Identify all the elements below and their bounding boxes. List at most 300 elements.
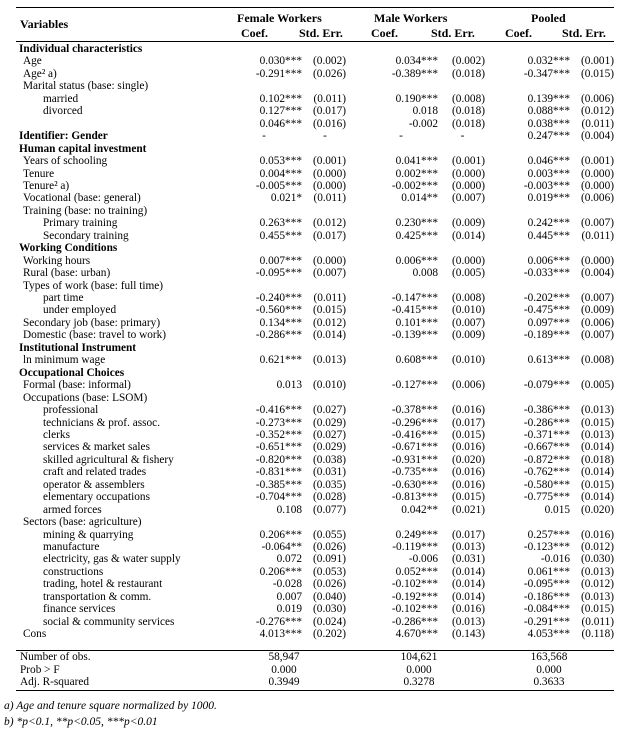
table-row [16, 628, 614, 640]
coef-cell: 0.257*** [527, 528, 570, 541]
row-label: electricity, gas & water supply [43, 553, 181, 566]
coef-cell: -0.064** [261, 541, 302, 553]
std-err-cell: (0.013) [581, 590, 614, 603]
row-label: professional [43, 404, 99, 417]
table-row [16, 105, 614, 117]
coef-cell: 0.018 [412, 105, 438, 118]
coef-cell: -0.127*** [391, 379, 438, 392]
coef-cell: -0.630*** [391, 478, 438, 491]
std-err-cell: (0.016) [452, 603, 485, 616]
row-label: skilled agricultural & fishery [43, 453, 174, 466]
coef-cell: -0.139*** [391, 329, 438, 342]
coef-cell: -0.079*** [523, 379, 570, 392]
header-variables: Variables [20, 17, 69, 31]
row-label: Domestic (base: travel to work) [23, 329, 167, 342]
table-row [16, 404, 614, 416]
stats-value: 0.3278 [403, 676, 435, 689]
coef-cell: -0.291*** [523, 615, 570, 628]
coef-cell: 0.445*** [527, 229, 570, 242]
std-err-cell: (0.014) [313, 329, 346, 342]
coef-cell: - [399, 130, 403, 143]
stats-label: Adj. R-squared [20, 676, 90, 689]
std-err-cell: (0.004) [581, 130, 614, 143]
coef-cell: -0.005*** [255, 179, 302, 192]
coef-cell: -0.286*** [255, 329, 302, 342]
coef-cell: -0.762*** [523, 466, 570, 479]
coef-cell: -0.667*** [523, 441, 570, 454]
std-err-cell: (0.013) [581, 428, 614, 441]
row-label: Types of work (base: full time) [23, 279, 164, 292]
stats-row [16, 664, 614, 676]
row-label: armed forces [43, 503, 102, 516]
std-err-cell: (0.000) [581, 254, 614, 267]
coef-cell: -0.102*** [391, 578, 438, 591]
row-label: Institutional Instrument [19, 341, 137, 354]
row-label: Tenure² a) [23, 179, 70, 192]
coef-cell: -0.416*** [391, 428, 438, 441]
coef-cell: -0.286*** [391, 615, 438, 628]
coef-cell: 0.206*** [259, 565, 302, 578]
table-row [16, 43, 614, 55]
std-err-cell: (0.000) [452, 254, 485, 267]
header-se: Std. Err. [562, 26, 606, 40]
bottom-rule [16, 690, 614, 691]
coef-cell: 0.034*** [395, 55, 438, 68]
std-err-cell: (0.031) [452, 553, 485, 566]
table-row [16, 55, 614, 67]
coef-cell: 0.006*** [395, 254, 438, 267]
std-err-cell: (0.001) [452, 155, 485, 168]
coef-cell: -0.202*** [523, 292, 570, 304]
std-err-cell: (0.018) [452, 117, 485, 130]
stats-row [16, 651, 614, 663]
coef-cell: -0.560*** [255, 304, 302, 317]
coef-cell: 0.046*** [527, 155, 570, 168]
std-err-cell: (0.010) [452, 354, 485, 367]
coef-cell: -0.291*** [255, 67, 302, 80]
coef-cell: -0.820*** [255, 453, 302, 466]
std-err-cell: (0.008) [452, 92, 485, 105]
std-err-cell: (0.006) [581, 92, 614, 105]
stats-value: 0.000 [406, 663, 432, 676]
table-row [16, 130, 614, 142]
std-err-cell: (0.017) [313, 105, 346, 118]
std-err-cell: (0.013) [581, 404, 614, 417]
row-label: Working hours [23, 254, 91, 267]
row-label: Sectors (base: agriculture) [23, 516, 142, 529]
std-err-cell: (0.015) [313, 304, 346, 317]
table-row [16, 417, 614, 429]
row-label: services & market sales [43, 441, 150, 454]
std-err-cell: (0.029) [313, 416, 346, 429]
std-err-cell: (0.030) [581, 553, 614, 566]
coef-cell: 0.102*** [259, 92, 302, 105]
table-row [16, 80, 614, 92]
row-label: finance services [43, 603, 116, 616]
coef-cell: 0.613*** [527, 354, 570, 367]
std-err-cell: (0.028) [313, 491, 346, 504]
table-row [16, 329, 614, 341]
coef-cell: -0.385*** [255, 478, 302, 491]
row-label: Working Conditions [19, 242, 118, 255]
coef-cell: 4.013*** [259, 628, 302, 641]
std-err-cell: (0.012) [313, 217, 346, 230]
coef-cell: -0.002*** [391, 179, 438, 192]
header-group-female: Female Workers [237, 11, 322, 25]
stats-value: 0.000 [271, 663, 297, 676]
std-err-cell: - [460, 130, 465, 143]
row-label: social & community services [43, 615, 175, 628]
std-err-cell: (0.014) [452, 229, 485, 242]
row-label: Individual characteristics [19, 43, 143, 55]
table-row [16, 603, 614, 615]
std-err-cell: (0.013) [452, 541, 485, 553]
coef-cell: -0.735*** [391, 466, 438, 479]
coef-cell: -0.651*** [255, 441, 302, 454]
row-label: ln minimum wage [23, 354, 106, 367]
table-row [16, 354, 614, 366]
row-label: technicians & prof. assoc. [43, 416, 161, 429]
coef-cell: -0.580*** [523, 478, 570, 491]
std-err-cell: (0.011) [313, 92, 346, 105]
coef-cell: 4.053*** [527, 628, 570, 641]
coef-cell: -0.273*** [255, 416, 302, 429]
std-err-cell: (0.020) [581, 503, 614, 516]
coef-cell: 0.249*** [395, 528, 438, 541]
header-coef: Coef. [241, 26, 268, 40]
row-label: Rural (base: urban) [23, 267, 111, 280]
table-row [16, 454, 614, 466]
coef-cell: 0.013 [276, 379, 302, 392]
coef-cell: -0.123*** [523, 541, 570, 553]
header-rule [16, 41, 614, 42]
row-label: Training (base: no training) [23, 204, 148, 217]
coef-cell: 0.247*** [527, 130, 570, 143]
std-err-cell: (0.012) [581, 541, 614, 553]
coef-cell: 4.670*** [395, 628, 438, 641]
table-row [16, 616, 614, 628]
std-err-cell: (0.010) [313, 379, 346, 392]
coef-cell: -0.415*** [391, 304, 438, 317]
std-err-cell: (0.016) [452, 404, 485, 417]
coef-cell: 0.127*** [259, 105, 302, 118]
coef-cell: 0.032*** [527, 55, 570, 68]
table-row [16, 180, 614, 192]
std-err-cell: (0.007) [452, 316, 485, 329]
std-err-cell: (0.011) [313, 192, 346, 205]
table-row [16, 155, 614, 167]
coef-cell: -0.186*** [523, 590, 570, 603]
coef-cell: -0.189*** [523, 329, 570, 342]
top-rule [16, 7, 614, 8]
std-err-cell: (0.014) [581, 441, 614, 454]
table-row [16, 230, 614, 242]
std-err-cell: (0.008) [452, 292, 485, 304]
std-err-cell: (0.014) [581, 466, 614, 479]
coef-cell: -0.416*** [255, 404, 302, 417]
std-err-cell: (0.009) [452, 329, 485, 342]
std-err-cell: (0.091) [313, 553, 346, 566]
std-err-cell: (0.016) [581, 528, 614, 541]
row-label: clerks [43, 428, 70, 441]
header-group-pooled: Pooled [531, 11, 566, 25]
std-err-cell: (0.001) [581, 55, 614, 68]
std-err-cell: (0.007) [581, 217, 614, 230]
coef-cell: 0.242*** [527, 217, 570, 230]
stats-label: Prob > F [20, 663, 60, 676]
std-err-cell: (0.000) [452, 167, 485, 180]
table-row [16, 392, 614, 404]
std-err-cell: (0.005) [581, 379, 614, 392]
std-err-cell: (0.009) [452, 217, 485, 230]
coef-cell: -0.347*** [523, 67, 570, 80]
coef-cell: -0.286*** [523, 416, 570, 429]
row-label: Identifier: Gender [19, 130, 108, 143]
coef-cell: 0.263*** [259, 217, 302, 230]
coef-cell: -0.147*** [391, 292, 438, 304]
table-row [16, 578, 614, 590]
std-err-cell: (0.002) [452, 55, 485, 68]
std-err-cell: (0.014) [581, 491, 614, 504]
coef-cell: 0.190*** [395, 92, 438, 105]
coef-cell: 0.015 [544, 503, 570, 516]
table-row [16, 541, 614, 553]
table-row [16, 566, 614, 578]
table-row [16, 553, 614, 565]
std-err-cell: (0.024) [313, 615, 346, 628]
table-row [16, 317, 614, 329]
coef-cell: 0.425*** [395, 229, 438, 242]
table-row [16, 118, 614, 130]
std-err-cell: (0.020) [452, 453, 485, 466]
coef-cell: -0.095*** [255, 267, 302, 280]
row-label: craft and related trades [43, 466, 147, 479]
std-err-cell: (0.016) [452, 441, 485, 454]
coef-cell: 0.621*** [259, 354, 302, 367]
coef-cell: 0.019*** [527, 192, 570, 205]
table-row [16, 429, 614, 441]
coef-cell: 0.088*** [527, 105, 570, 118]
coef-cell: 0.108 [276, 503, 302, 516]
std-err-cell: (0.006) [581, 192, 614, 205]
table-row [16, 255, 614, 267]
coef-cell: -0.813*** [391, 491, 438, 504]
table-row [16, 441, 614, 453]
coef-cell: 0.038*** [527, 117, 570, 130]
coef-cell: 0.042** [401, 503, 438, 516]
std-err-cell: (0.013) [313, 354, 346, 367]
table-row [16, 143, 614, 155]
header-group-male: Male Workers [374, 11, 448, 25]
std-err-cell: (0.027) [313, 404, 346, 417]
std-err-cell: (0.055) [313, 528, 346, 541]
coef-cell: -0.095*** [523, 578, 570, 591]
table-row [16, 516, 614, 528]
stats-value: 0.3633 [533, 676, 565, 689]
table-row [16, 292, 614, 304]
coef-cell: -0.002 [408, 117, 438, 130]
table-row [16, 479, 614, 491]
coef-cell: -0.192*** [391, 590, 438, 603]
coef-cell: -0.389*** [391, 67, 438, 80]
coef-cell: 0.072 [276, 553, 302, 566]
stats-value: 163,568 [530, 651, 568, 663]
std-err-cell: (0.000) [313, 254, 346, 267]
std-err-cell: (0.077) [313, 503, 346, 516]
std-err-cell: (0.016) [313, 117, 346, 130]
std-err-cell: (0.016) [452, 466, 485, 479]
header-coef: Coef. [505, 26, 532, 40]
std-err-cell: (0.012) [581, 105, 614, 118]
std-err-cell: (0.030) [313, 603, 346, 616]
std-err-cell: (0.007) [581, 329, 614, 342]
coef-cell: 0.139*** [527, 92, 570, 105]
row-label: Marital status (base: single) [23, 80, 149, 93]
row-label: manufacture [43, 541, 100, 553]
table-row [16, 192, 614, 204]
header-coef: Coef. [371, 26, 398, 40]
std-err-cell: (0.006) [452, 379, 485, 392]
coef-cell: 0.052*** [395, 565, 438, 578]
coef-cell: 0.046*** [259, 117, 302, 130]
std-err-cell: - [323, 130, 327, 143]
std-err-cell: (0.015) [581, 67, 614, 80]
coef-cell: 0.061*** [527, 565, 570, 578]
std-err-cell: (0.002) [313, 55, 346, 68]
row-label: constructions [43, 565, 104, 578]
row-label: elementary occupations [43, 491, 150, 504]
coef-cell: 0.014** [401, 192, 438, 205]
coef-cell: -0.028 [272, 578, 302, 591]
std-err-cell: (0.040) [313, 590, 346, 603]
row-label: Primary training [43, 217, 118, 230]
coef-cell: 0.003*** [527, 167, 570, 180]
coef-cell: -0.296*** [391, 416, 438, 429]
std-err-cell: (0.026) [313, 541, 346, 553]
coef-cell: - [262, 130, 266, 143]
std-err-cell: (0.053) [313, 565, 346, 578]
coef-cell: -0.671*** [391, 441, 438, 454]
row-label: Age² a) [23, 67, 57, 80]
stats-value: 0.3949 [268, 676, 300, 689]
table-row [16, 93, 614, 105]
coef-cell: 0.053*** [259, 155, 302, 168]
stats-row [16, 676, 614, 688]
row-label: under employed [43, 304, 117, 317]
coef-cell: 0.007 [276, 590, 302, 603]
std-err-cell: (0.015) [452, 491, 485, 504]
coef-cell: -0.475*** [523, 304, 570, 317]
std-err-cell: (0.013) [581, 565, 614, 578]
std-err-cell: (0.006) [581, 316, 614, 329]
table-row [16, 168, 614, 180]
row-label: Vocational (base: general) [23, 192, 141, 205]
coef-cell: 0.007*** [259, 254, 302, 267]
std-err-cell: (0.005) [452, 267, 485, 280]
std-err-cell: (0.021) [452, 503, 485, 516]
coef-cell: 0.608*** [395, 354, 438, 367]
std-err-cell: (0.010) [452, 304, 485, 317]
coef-cell: 0.455*** [259, 229, 302, 242]
std-err-cell: (0.118) [581, 628, 614, 641]
std-err-cell: (0.015) [581, 603, 614, 616]
coef-cell: -0.775*** [523, 491, 570, 504]
row-label: Occupational Choices [19, 366, 125, 379]
std-err-cell: (0.017) [452, 528, 485, 541]
std-err-cell: (0.014) [452, 565, 485, 578]
coef-cell: -0.016 [540, 553, 570, 566]
std-err-cell: (0.038) [313, 453, 346, 466]
coef-cell: -0.831*** [255, 466, 302, 479]
std-err-cell: (0.000) [452, 179, 485, 192]
table-row [16, 280, 614, 292]
row-label: mining & quarrying [43, 528, 134, 541]
coef-cell: -0.119*** [392, 541, 438, 553]
std-err-cell: (0.031) [313, 466, 346, 479]
row-label: transportation & comm. [43, 590, 152, 603]
coef-cell: -0.102*** [391, 603, 438, 616]
table-row [16, 379, 614, 391]
coef-cell: -0.386*** [523, 404, 570, 417]
table-row [16, 205, 614, 217]
std-err-cell: (0.001) [581, 155, 614, 168]
std-err-cell: (0.000) [313, 179, 346, 192]
std-err-cell: (0.009) [581, 304, 614, 317]
coef-cell: 0.206*** [259, 528, 302, 541]
table-row [16, 242, 614, 254]
std-err-cell: (0.001) [313, 155, 346, 168]
std-err-cell: (0.011) [581, 615, 614, 628]
std-err-cell: (0.015) [581, 416, 614, 429]
row-label: divorced [43, 105, 83, 118]
std-err-cell: (0.015) [452, 428, 485, 441]
row-label: part time [43, 292, 84, 304]
row-label: trading, hotel & restaurant [43, 578, 163, 591]
std-err-cell: (0.016) [452, 478, 485, 491]
std-err-cell: (0.015) [581, 478, 614, 491]
row-label: Years of schooling [23, 155, 108, 168]
footnote-b: b) *p<0.1, **p<0.05, ***p<0.01 [4, 716, 158, 728]
std-err-cell: (0.017) [313, 229, 346, 242]
coef-cell: 0.134*** [259, 316, 302, 329]
stats-value: 0.000 [536, 663, 562, 676]
std-err-cell: (0.011) [581, 229, 614, 242]
header-se: Std. Err. [299, 26, 343, 40]
coef-cell: 0.019 [276, 603, 302, 616]
std-err-cell: (0.011) [313, 292, 346, 304]
std-err-cell: (0.026) [313, 67, 346, 80]
coef-cell: -0.378*** [391, 404, 438, 417]
std-err-cell: (0.011) [581, 117, 614, 130]
std-err-cell: (0.018) [452, 105, 485, 118]
table-row [16, 267, 614, 279]
coef-cell: -0.276*** [255, 615, 302, 628]
std-err-cell: (0.008) [581, 354, 614, 367]
std-err-cell: (0.013) [452, 615, 485, 628]
std-err-cell: (0.202) [313, 628, 346, 641]
header-se: Std. Err. [431, 26, 475, 40]
table-row [16, 529, 614, 541]
table-row [16, 591, 614, 603]
std-err-cell: (0.014) [452, 590, 485, 603]
std-err-cell: (0.004) [581, 267, 614, 280]
std-err-cell: (0.029) [313, 441, 346, 454]
row-label: operator & assemblers [43, 478, 145, 491]
row-label: Occupations (base: LSOM) [23, 391, 148, 404]
stats-value: 58,947 [268, 651, 300, 663]
table-row [16, 304, 614, 316]
coef-cell: -0.033*** [523, 267, 570, 280]
